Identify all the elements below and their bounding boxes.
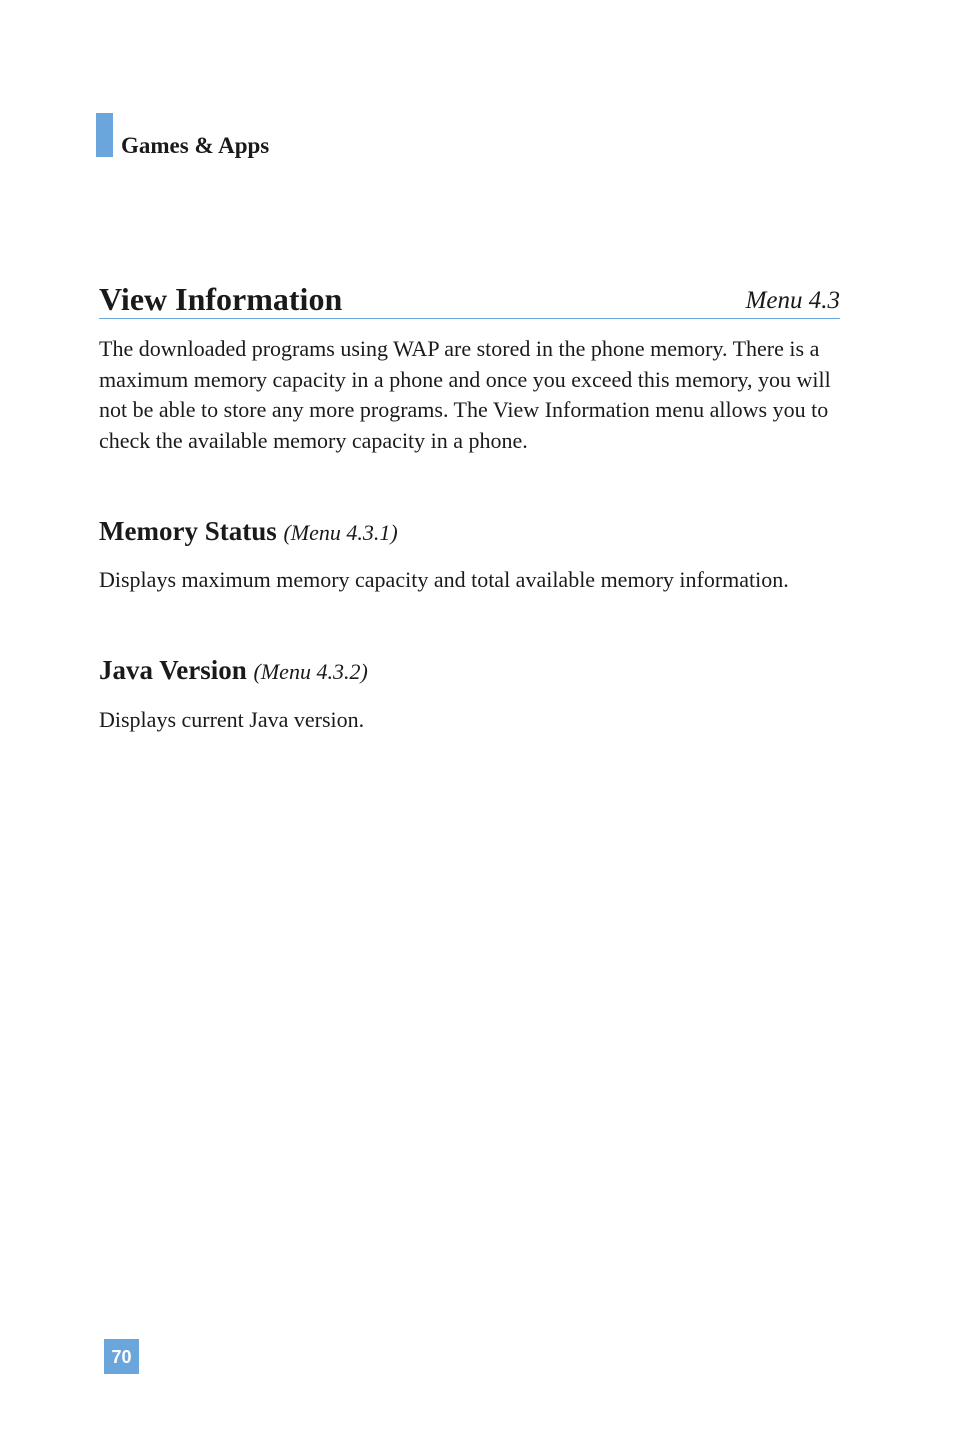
subsection-title: Java Version — [99, 655, 247, 685]
subsection-menu-number: (Menu 4.3.2) — [253, 659, 368, 684]
subsection-menu-number: (Menu 4.3.1) — [283, 520, 398, 545]
section-body: The downloaded programs using WAP are stored in the phone memory. There is a maximum memory capacity in a phone and once you exceed this memory, you will not be able to store any more programs. The View Information menu allows you to check the available memory capacity in a phone. — [99, 336, 831, 453]
chapter-title: Games & Apps — [121, 133, 270, 158]
subsection-body-java-version: Displays current Java version. — [99, 707, 365, 732]
section-title: View Information — [99, 281, 343, 317]
page-number: 70 — [104, 1339, 139, 1374]
subsection-body-memory-status: Displays maximum memory capacity and total available memory information. — [99, 567, 789, 592]
header-accent-bar — [96, 113, 113, 157]
section-heading — [99, 280, 840, 319]
subsection-heading-memory-status — [99, 514, 398, 550]
subsection-title: Memory Status — [99, 516, 277, 546]
section-menu-number: Menu 4.3 — [745, 287, 840, 314]
subsection-heading-java-version — [99, 653, 368, 689]
